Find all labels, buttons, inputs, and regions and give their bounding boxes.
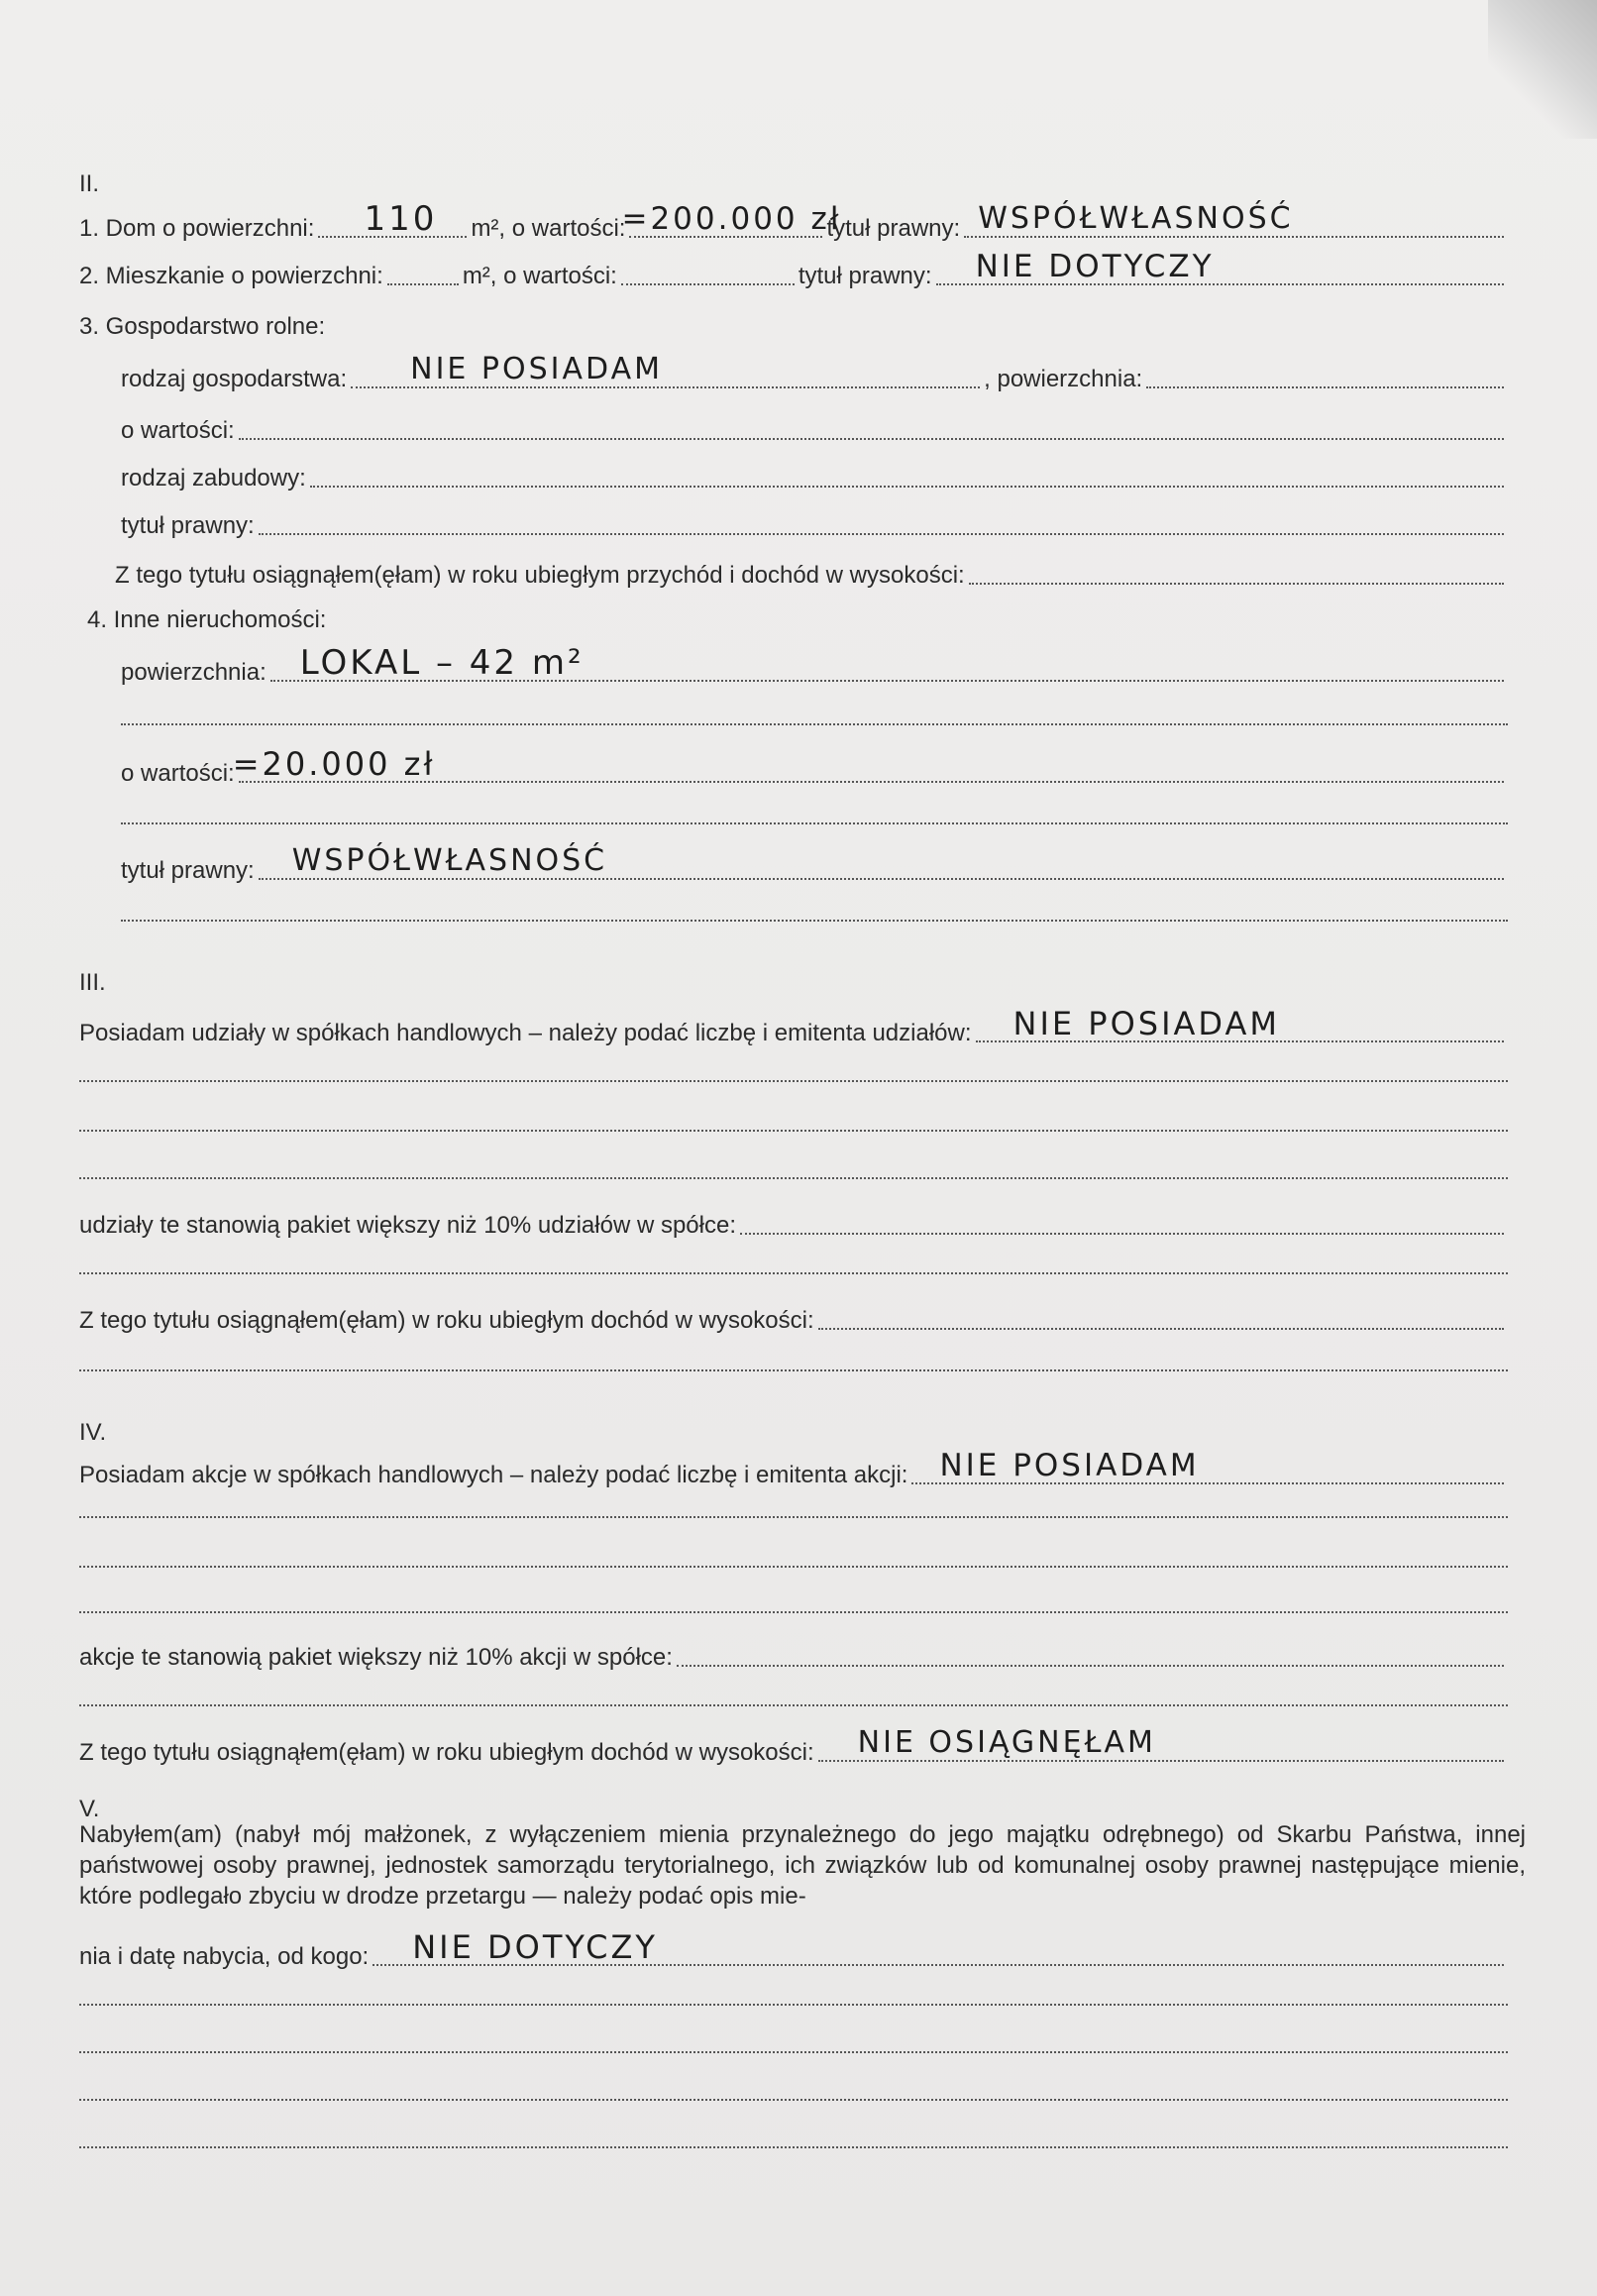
row-udzialy-pakiet <box>79 1203 1508 1241</box>
section-heading-3: III. <box>79 969 106 996</box>
nabycie-extra-line-2[interactable] <box>79 2049 1508 2053</box>
gosp-dochod-label: Z tego tytułu osiągnąłem(ęłam) w roku ubiegłym przychód i dochód w wysokości: <box>115 562 965 589</box>
dom-title-label: tytuł prawny: <box>826 215 961 242</box>
udzialy-dochod-field[interactable] <box>818 1298 1504 1330</box>
mieszkanie-unit-label: m², o wartości: <box>462 263 617 289</box>
section-5-paragraph: Nabyłem(am) (nabył mój małżonek, z wyłączeniem mienia przynależnego do jego majątku odrębnego) od Skarbu Państwa, innej państwowej osoby prawnej, jednostek samorządu terytorialnego, ich związków lub od komunalnej osoby prawnej następujące mienie, które podlegało zbyciu w drodze przetargu — należy podać opis mie- <box>79 1821 1526 1910</box>
akcje-field[interactable] <box>911 1448 1504 1484</box>
row-inne-wartosc <box>121 745 1508 789</box>
row-rodzaj-gospodarstwa <box>121 352 1508 394</box>
mieszkanie-label: 2. Mieszkanie o powierzchni: <box>79 263 383 289</box>
udzialy-extra-line-2[interactable] <box>79 1128 1508 1132</box>
nabycie-label: nia i datę nabycia, od kogo: <box>79 1943 370 1970</box>
inne-tytul-hw: WSPÓŁWŁASNOŚĆ <box>291 843 608 878</box>
powierzchnia-label: , powierzchnia: <box>984 366 1143 392</box>
akcje-dochod-label: Z tego tytułu osiągnąłem(ęłam) w roku ubiegłym dochód w wysokości: <box>79 1739 814 1766</box>
udzialy-dochod-label: Z tego tytułu osiągnąłem(ęłam) w roku ubiegłym dochód w wysokości: <box>79 1307 814 1334</box>
nabycie-hw: NIE DOTYCZY <box>412 1928 658 1966</box>
row-udzialy-dochod <box>79 1298 1508 1336</box>
akcje-extra-line-1[interactable] <box>79 1514 1508 1518</box>
row-nabycie <box>79 1928 1508 1972</box>
dom-unit-label: m², o wartości: <box>471 215 626 242</box>
row-inne-tytul <box>121 843 1508 886</box>
nabycie-extra-line-4[interactable] <box>79 2144 1508 2148</box>
dom-title-field[interactable] <box>964 201 1504 238</box>
row-inne-pow <box>121 643 1508 688</box>
inne-tytul-label: tytuł prawny: <box>121 857 255 884</box>
dom-value-field[interactable] <box>621 201 842 238</box>
inne-tytul-extra-line[interactable] <box>121 918 1508 922</box>
dom-area-field[interactable] <box>318 199 467 239</box>
udzialy-pakiet-label: udziały te stanowią pakiet większy niż 10% udziałów w spółce: <box>79 1212 736 1239</box>
gosp-tytul-label: tytuł prawny: <box>121 512 255 539</box>
zabudowa-label: rodzaj zabudowy: <box>121 465 306 492</box>
powierzchnia-field[interactable] <box>1146 357 1504 388</box>
rodzaj-label: rodzaj gospodarstwa: <box>121 366 348 392</box>
row-gosp-wartosc <box>121 408 1508 446</box>
rodzaj-field[interactable] <box>351 352 980 388</box>
akcje-extra-line-3[interactable] <box>79 1609 1508 1613</box>
nabycie-extra-line-1[interactable] <box>79 2002 1508 2006</box>
mieszkanie-title-field[interactable] <box>936 249 1504 285</box>
akcje-dochod-hw: NIE OSIĄGNĘŁAM <box>857 1725 1156 1760</box>
row-akcje-dochod <box>79 1725 1508 1768</box>
udzialy-pakiet-extra-line[interactable] <box>79 1270 1508 1274</box>
gosp-wartosc-label: o wartości: <box>121 417 235 444</box>
inne-pow-hw: LOKAL – 42 m² <box>299 643 585 683</box>
inne-wartosc-extra-line[interactable] <box>121 820 1508 824</box>
udzialy-hw: NIE POSIADAM <box>1012 1005 1280 1042</box>
row-mieszkanie <box>79 249 1508 291</box>
mieszkanie-title-label: tytuł prawny: <box>798 263 932 289</box>
inne-pow-label: powierzchnia: <box>121 659 266 686</box>
udzialy-extra-line-3[interactable] <box>79 1175 1508 1179</box>
inne-pow-field[interactable] <box>270 643 1504 683</box>
gosp-wartosc-field[interactable] <box>239 408 1504 440</box>
row-gosp-dochod <box>115 553 1508 591</box>
mieszkanie-value-field[interactable] <box>621 254 795 285</box>
inne-wartosc-label: o wartości: <box>121 760 235 787</box>
section-heading-4: IV. <box>79 1419 107 1446</box>
mieszkanie-area-field[interactable] <box>387 254 459 285</box>
akcje-dochod-field[interactable] <box>818 1725 1504 1762</box>
gosp-dochod-field[interactable] <box>969 553 1504 585</box>
rodzaj-hw: NIE POSIADAM <box>410 352 664 386</box>
row-akcje-pakiet <box>79 1635 1508 1673</box>
row-akcje <box>79 1448 1508 1490</box>
udzialy-extra-line-1[interactable] <box>79 1078 1508 1082</box>
inne-pow-extra-line[interactable] <box>121 721 1508 725</box>
akcje-pakiet-field[interactable] <box>677 1635 1504 1667</box>
akcje-hw: NIE POSIADAM <box>939 1448 1200 1483</box>
akcje-pakiet-extra-line[interactable] <box>79 1702 1508 1706</box>
udzialy-dochod-extra-line[interactable] <box>79 1367 1508 1371</box>
inne-tytul-field[interactable] <box>259 843 1504 880</box>
dom-area-hw: 110 <box>364 199 438 239</box>
inne-label: 4. Inne nieruchomości: <box>87 606 327 633</box>
udzialy-field[interactable] <box>976 1005 1505 1042</box>
dom-value-hw: =200.000 zł <box>621 201 842 237</box>
section-heading-2: II. <box>79 170 100 197</box>
dom-title-hw: WSPÓŁWŁASNOŚĆ <box>978 201 1294 236</box>
zabudowa-field[interactable] <box>310 456 1504 488</box>
gospodarstwo-label: 3. Gospodarstwo rolne: <box>79 313 326 340</box>
row-zabudowa <box>121 456 1508 493</box>
udzialy-label: Posiadam udziały w spółkach handlowych – należy podać liczbę i emitenta udziałów: <box>79 1020 972 1046</box>
page-corner-fold <box>1488 0 1597 139</box>
nabycie-field[interactable] <box>373 1928 1504 1966</box>
row-dom <box>79 199 1508 244</box>
inne-wartosc-field[interactable] <box>232 745 1504 783</box>
akcje-pakiet-label: akcje te stanowią pakiet większy niż 10% akcji w spółce: <box>79 1644 673 1671</box>
inne-wartosc-hw: =20.000 zł <box>232 745 436 783</box>
udzialy-pakiet-field[interactable] <box>740 1203 1504 1235</box>
dom-label: 1. Dom o powierzchni: <box>79 215 315 242</box>
row-udzialy <box>79 1005 1508 1048</box>
gosp-tytul-field[interactable] <box>259 503 1504 535</box>
nabycie-extra-line-3[interactable] <box>79 2097 1508 2101</box>
akcje-label: Posiadam akcje w spółkach handlowych – należy podać liczbę i emitenta akcji: <box>79 1462 908 1488</box>
section-heading-5: V. <box>79 1796 100 1822</box>
row-gosp-tytul <box>121 503 1508 541</box>
akcje-extra-line-2[interactable] <box>79 1564 1508 1568</box>
mieszkanie-title-hw: NIE DOTYCZY <box>975 249 1215 284</box>
